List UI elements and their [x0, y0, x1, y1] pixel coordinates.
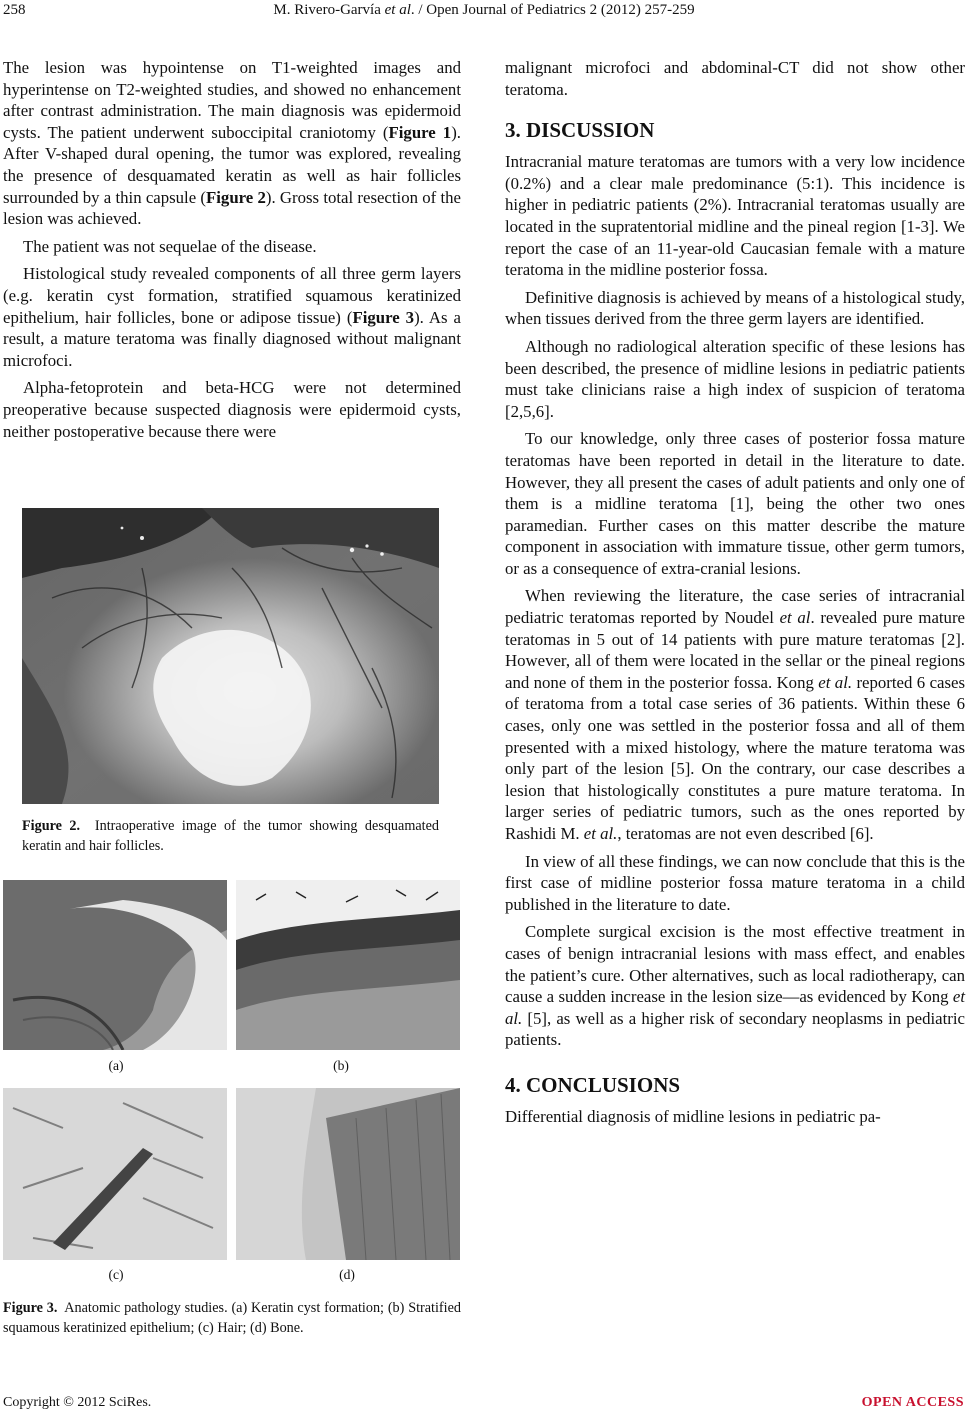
- micrograph-b-graphic: [236, 880, 460, 1050]
- header-et-al: et al: [384, 2, 411, 18]
- header-journal: . / Open Journal of Pediatrics 2 (2012) 257-259: [410, 2, 695, 18]
- et-al: et al.: [818, 672, 853, 692]
- paragraph-lesion: [3, 57, 461, 230]
- paragraph-continuation: malignant microfoci and abdominal-CT did not show other teratoma.: [505, 58, 965, 99]
- figure-3-label: Figure 3.: [3, 1300, 58, 1316]
- figure-1-reference: Figure 1: [388, 122, 452, 142]
- text-span: Histological study revealed components of all three germ layers (e.g. keratin cyst formation, stratified squamous keratinized epithelium, hair follicles, bone or adipose tissue) (: [3, 264, 461, 327]
- right-column: [505, 57, 965, 1128]
- text-span: When reviewing the literature, the case series of intracranial pediatric teratomas reported by Noudel: [505, 586, 965, 628]
- paragraph-discussion-2: Definitive diagnosis is achieved by means of a histological study, when tissues derived from the three germ layers are identified.: [505, 287, 965, 329]
- figure-3c-hair-image: [3, 1088, 227, 1260]
- figure-3b-epithelium-image: [236, 880, 460, 1050]
- discussion-heading: 3. DISCUSSION: [505, 118, 655, 143]
- figure-2-intraoperative-image: [22, 508, 439, 804]
- et-al: et al.: [583, 824, 618, 843]
- intraoperative-photo-graphic: [22, 508, 439, 804]
- text-span: ). After V-shaped dural opening, the tumor was explored, revealing the presence of desquamated keratin as well as hair follicles surrounded by a thin capsule (: [3, 122, 461, 207]
- paragraph-sequelae: The patient was not sequelae of the disease.: [23, 236, 317, 256]
- text-span: ). Gross total resection of the lesion was achieved.: [3, 187, 461, 229]
- figure-3b-label: (b): [333, 1058, 349, 1073]
- text-span: Complete surgical excision is the most effective treatment in cases of benign intracranial lesions with mass effect, and enables the patient’s cure. Other alternatives, such as local radiotherapy, can cause a sudden increase in the lesion size—as evidenced by Kong: [505, 922, 965, 1007]
- figure-3a-label: (a): [108, 1058, 124, 1073]
- figure-2-caption: [22, 817, 439, 856]
- text-span: , teratomas are not even described [6].: [617, 824, 874, 843]
- header-authors: M. Rivero-Garvía: [273, 2, 381, 18]
- figure-3-caption-text: Anatomic pathology studies. (a) Keratin cyst formation; (b) Stratified squamous keratinized epithelium; (c) Hair; (d) Bone.: [3, 1300, 461, 1336]
- text-span: [5], as well as a higher risk of secondary neoplasms in pediatric patients.: [505, 1008, 965, 1050]
- figure-3c-label: (c): [108, 1267, 124, 1282]
- conclusions-heading: 4. CONCLUSIONS: [505, 1072, 681, 1097]
- text-span: ). As a result, a mature teratoma was finally diagnosed without malignant microfoci.: [3, 307, 461, 370]
- figure-2-reference: Figure 2: [206, 187, 266, 207]
- figure-3-reference: Figure 3: [352, 307, 415, 327]
- page-number: 258: [3, 2, 26, 18]
- paragraph-discussion-4: To our knowledge, only three cases of posterior fossa mature teratomas have been reported in detail in the literature to date. However, they all present the cases of adult patients and only one of them is a midline teratoma [1], being the other two ones paramedian. Further cases on this matter describe the mature component in association with immature tissue, other germ tumors, or as a consequence of extra-cranial lesions.: [505, 429, 965, 578]
- paragraph-discussion-7: [505, 921, 965, 1051]
- figure-3-caption: [3, 1299, 461, 1339]
- copyright-notice: Copyright © 2012 SciRes.: [3, 1395, 152, 1410]
- micrograph-c-graphic: [3, 1088, 227, 1260]
- paragraph-discussion-3: Although no radiological alteration specific of these lesions has been described, the presence of midline lesions in pediatric patients must take clinicians raise a high index of suspicion of teratoma [2,5,6].: [505, 336, 965, 421]
- figure-3d-label: (d): [339, 1267, 355, 1282]
- figure-3a-keratin-cyst-image: [3, 880, 227, 1050]
- running-header: [0, 0, 968, 24]
- text-span: The lesion was hypointense on T1-weighted images and hyperintense on T2-weighted studies, and showed no enhancement after contrast administration. The main diagnosis was epidermoid cysts. The patient underwent suboccipital craniotomy (: [3, 58, 461, 142]
- paragraph-discussion-5: [505, 585, 965, 844]
- paragraph-discussion-1: Intracranial mature teratomas are tumors with a very low incidence (0.2%) and a clear male predominance (5:1). This incidence is higher in pediatric patients (2%). Intracranial teratomas usually are located in the supratentorial midline and the pineal region [1-3]. We report the case of an 11-year-old Caucasian female with a mature teratoma in the midline posterior fossa.: [505, 152, 965, 280]
- figure-3d-bone-image: [236, 1088, 460, 1260]
- et-al: et al: [779, 608, 811, 628]
- et-al: et al.: [505, 987, 965, 1028]
- open-access-label: OPEN ACCESS: [861, 1395, 964, 1410]
- figure-2-label: Figure 2.: [22, 818, 81, 834]
- text-span: reported 6 cases of teratoma from a total case series of 36 patients. Within these 6 cases, only one was settled in the posterior fossa and all of them presented with a mixed histology, where the mature teratoma was only part of the lesion [5]. On the contrary, our case describes a lesion that histologically constitutes a pure mature teratoma. In larger series of pediatric tumors, such as the ones reported by Rashidi M.: [505, 672, 966, 843]
- micrograph-d-graphic: [236, 1088, 460, 1260]
- paragraph-markers: Alpha-fetoprotein and beta-HCG were not determined preoperative because suspected diagnosis were epidermoid cysts, neither postoperative because there were: [3, 378, 461, 441]
- left-column: [3, 57, 461, 442]
- text-span: . revealed pure mature teratomas in 5 out of 14 patients with pure mature teratomas [2]. However, all of them were located in the sellar or the pineal regions and none of them in the posterior fossa. Kong: [505, 608, 965, 692]
- running-title: [0, 2, 968, 19]
- paragraph-discussion-6: In view of all these findings, we can now conclude that this is the first case of midline posterior fossa mature teratoma in a child published in the literature to date.: [505, 851, 965, 914]
- figure-2-caption-text: Intraoperative image of the tumor showing desquamated keratin and hair follicles.: [22, 818, 439, 854]
- paragraph-histology: [3, 263, 461, 371]
- micrograph-a-graphic: [3, 880, 227, 1050]
- paragraph-conclusions: Differential diagnosis of midline lesions in pediatric pa-: [505, 1106, 881, 1126]
